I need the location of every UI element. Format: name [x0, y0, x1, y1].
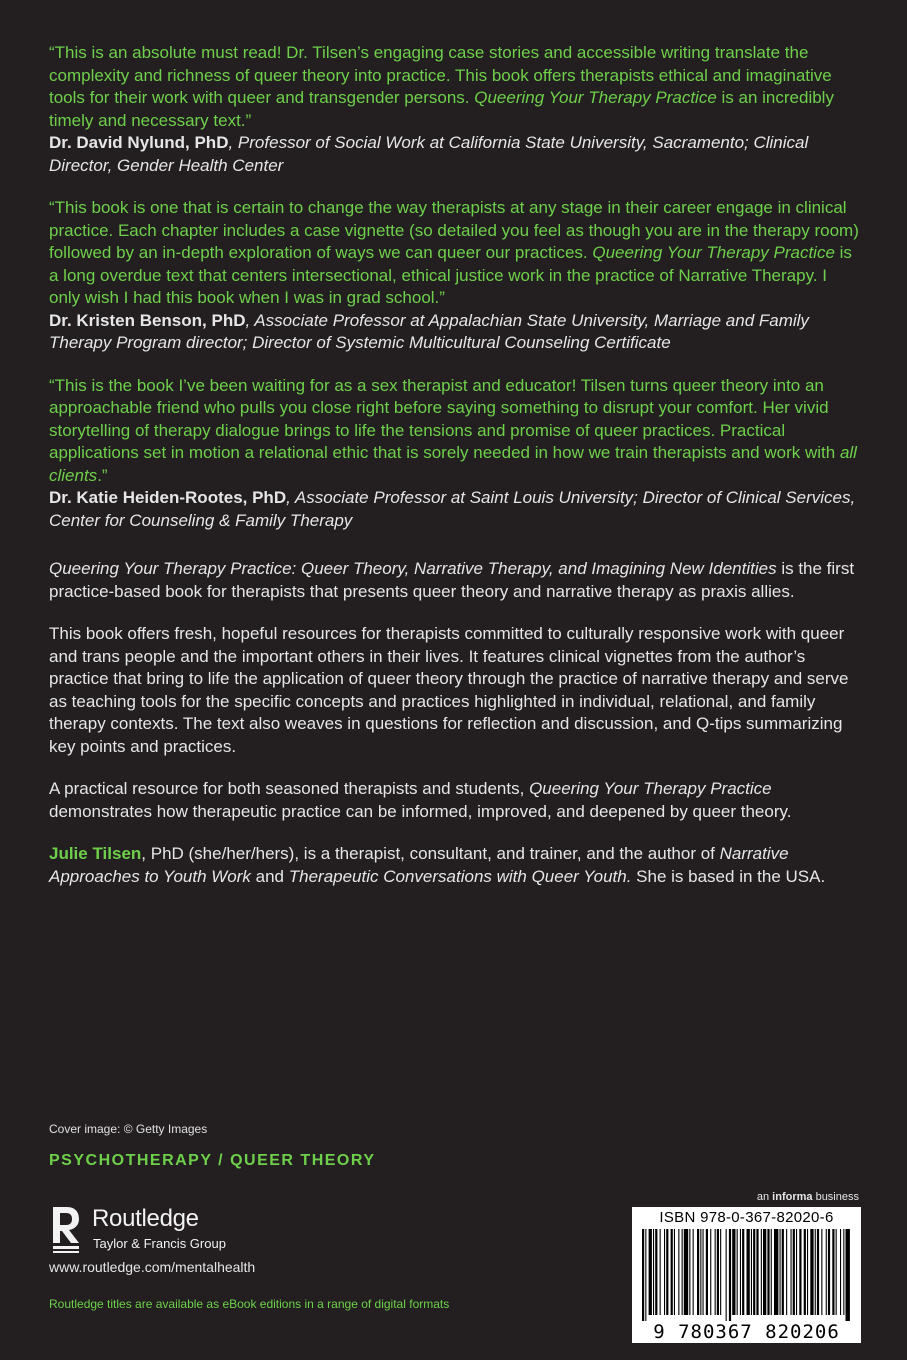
barcode-bar — [742, 1229, 744, 1315]
endorsement-attribution-2: Dr. Kristen Benson, PhD, Associate Professor at Appalachian State University, Marriage and Family Therapy Program director; Director of Systemic Multicultural Counseling Certificate — [49, 310, 809, 352]
subject-category: PSYCHOTHERAPY / QUEER THEORY — [49, 1152, 376, 1169]
barcode-bar — [836, 1229, 837, 1315]
barcode-bar — [710, 1229, 711, 1315]
barcode-bar — [821, 1229, 822, 1315]
barcode-bar — [682, 1229, 683, 1315]
publisher-name: Routledge — [92, 1205, 199, 1232]
barcode-bar — [693, 1229, 694, 1315]
back-cover-text — [49, 42, 861, 908]
author-name: Julie Tilsen — [49, 844, 142, 863]
barcode-digits: 9 780367 820206 — [653, 1321, 840, 1343]
barcode-bar — [655, 1229, 657, 1315]
endorsement-attribution-3: Dr. Katie Heiden-Rootes, PhD, Associate Professor at Saint Louis University; Director of Clinical Services, Center for Counseling & Family Therapy — [49, 488, 856, 530]
endorsement-quote-2: “This book is one that is certain to change the way therapists at any stage in their career engage in clinical practice. Each chapter includes a case vignette (so detailed you feel as though you are in the therapy room) followed by an in-depth exploration of ways we can queer our practices. Queering Your Therapy Practice is a long overdue text that centers intersectional, ethical justice work in the practice of Narrative Therapy. I only wish I had this book when I was in grad school.” — [49, 198, 859, 307]
barcode-bar — [653, 1229, 654, 1315]
barcode-bar — [720, 1229, 721, 1315]
barcode-bar — [832, 1229, 834, 1315]
barcode-bar — [786, 1229, 787, 1315]
publisher-logo — [49, 1203, 299, 1259]
barcode-bar — [843, 1229, 844, 1315]
barcode-bar — [828, 1229, 830, 1315]
endorsement-attribution-1: Dr. David Nylund, PhD, Professor of Social Work at California State University, Sacramento; Clinical Director, Gender Health Center — [49, 133, 809, 175]
barcode-bar — [697, 1229, 699, 1315]
isbn-barcode — [632, 1207, 861, 1343]
barcode-bar — [826, 1229, 827, 1315]
author-bio: Julie Tilsen, PhD (she/her/hers), is a therapist, consultant, and trainer, and the author of Narrative Approaches to Youth Work and Therapeutic Conversations with Queer Youth. She is based in the USA. — [49, 844, 826, 886]
barcode-bar — [645, 1229, 646, 1321]
barcode-bar — [671, 1229, 673, 1315]
isbn-number: ISBN 978-0-367-82020-6 — [659, 1209, 834, 1226]
barcode-bar — [715, 1229, 716, 1315]
publisher-group: Taylor & Francis Group — [93, 1236, 226, 1251]
cover-image-credit: Cover image: © Getty Images — [49, 1122, 208, 1136]
description-paragraph-2: This book offers fresh, hopeful resources for therapists committed to culturally responsive work with queer and trans people and the important others in their lives. It features clinical vignettes from the author’s practice that bring to life the application of queer theory through the practice of narrative therapy and serve as teaching tools for the specific concepts and practices highlighted in individual, relational, and family therapy contexts. The text also weaves in questions for reflection and discussion, and Q-tips summarizing key points and practices. — [49, 624, 849, 756]
barcode-bar — [642, 1229, 644, 1321]
barcode-bar — [846, 1229, 850, 1321]
barcode-bar — [756, 1229, 758, 1315]
barcode-bar — [751, 1229, 752, 1315]
endorsement-quote-1: “This is an absolute must read! Dr. Tilsen’s engaging case stories and accessible writing translate the complexity and richness of queer theory into practice. This book offers therapists ethical and imaginative tools for their work with queer and transgender persons. Queering Your Therapy Practice is an incredibly timely and necessary text.” — [49, 43, 834, 130]
barcode-bar — [799, 1229, 801, 1315]
barcode-bar — [793, 1229, 795, 1315]
barcode-bar — [664, 1229, 665, 1315]
barcode-bar — [796, 1229, 797, 1315]
barcode-bar — [706, 1229, 708, 1315]
barcode-bar — [689, 1229, 690, 1315]
barcode-bar — [660, 1229, 661, 1315]
barcode-bar — [753, 1229, 755, 1315]
barcode-bar — [678, 1229, 679, 1315]
barcode-bar — [674, 1229, 675, 1315]
barcode-bar — [747, 1229, 750, 1315]
barcode-bar — [774, 1229, 778, 1315]
barcode-bar — [717, 1229, 719, 1315]
barcode-bar — [703, 1229, 704, 1315]
barcode-bar — [771, 1229, 772, 1315]
informa-business-tag: an informa business — [756, 1191, 859, 1203]
barcode-bar — [767, 1229, 769, 1315]
barcode-bar — [726, 1229, 727, 1321]
barcode-bar — [684, 1229, 688, 1315]
ebook-note: Routledge titles are available as eBook editions in a range of digital formats — [49, 1297, 450, 1311]
description-paragraph-3: A practical resource for both seasoned therapists and students, Queering Your Therapy Practice demonstrates how therapeutic practice can be informed, improved, and deepened by queer theory. — [49, 779, 792, 821]
barcode-bar — [780, 1229, 781, 1315]
barcode-bar — [732, 1229, 735, 1315]
barcode-bar — [737, 1229, 738, 1315]
routledge-r-icon — [49, 1203, 83, 1255]
barcode-bar — [807, 1229, 808, 1315]
barcode-bar — [761, 1229, 762, 1315]
barcode-bar — [782, 1229, 784, 1315]
barcode-bar — [649, 1229, 652, 1315]
barcode-bar — [810, 1229, 813, 1315]
description-paragraph-1: Queering Your Therapy Practice: Queer Theory, Narrative Therapy, and Imagining New Identities is the first practice-based book for therapists that presents queer theory and narrative therapy as praxis allies. — [49, 559, 855, 601]
barcode-bar — [815, 1229, 816, 1315]
barcode-bar — [763, 1229, 766, 1315]
endorsement-quote-3: “This is the book I’ve been waiting for as a sex therapist and educator! Tilsen turns queer theory into an approachable friend who pulls you close right before saying something to disrupt your comfort. Her vivid storytelling of therapy dialogue brings to life the tensions and promise of queer practices. Practical applications set in motion a relational ethic that is sorely needed in how we train therapists and work with all clients.” — [49, 375, 857, 485]
publisher-url[interactable]: www.routledge.com/mentalhealth — [49, 1259, 256, 1275]
barcode-bar — [729, 1229, 731, 1321]
barcode-bar — [666, 1229, 668, 1315]
barcode-bar — [840, 1229, 841, 1315]
barcode-bar — [700, 1229, 701, 1315]
barcode-icon — [640, 1229, 853, 1321]
barcode-bar — [817, 1229, 819, 1315]
barcode-bar — [740, 1229, 741, 1315]
barcode-bar — [791, 1229, 792, 1315]
barcode-bar — [804, 1229, 806, 1315]
